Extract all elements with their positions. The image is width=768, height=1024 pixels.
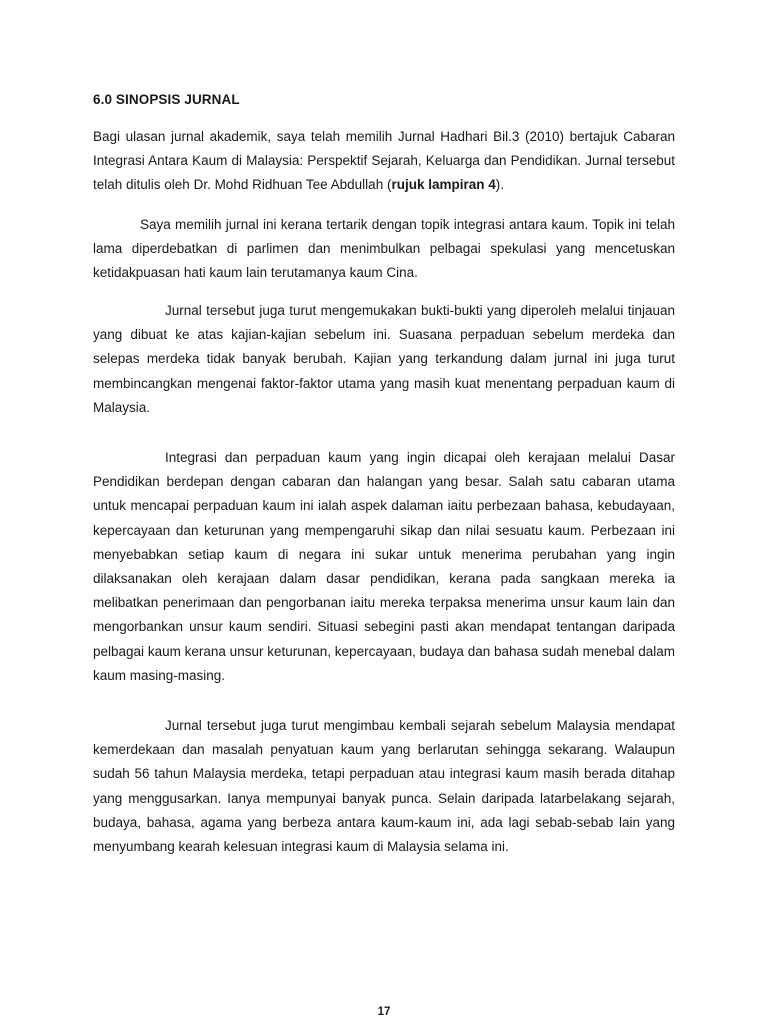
appendix-reference: rujuk lampiran 4	[391, 177, 496, 193]
page-number: 17	[377, 1006, 391, 1018]
paragraph-intro-end: ).	[495, 177, 504, 193]
paragraph-challenges: Integrasi dan perpaduan kaum yang ingin dicapai oleh kerajaan melalui Dasar Pendidikan berdepan dengan cabaran dan halangan yang besar. Salah satu cabaran utama untuk mencapai perpaduan kaum ini ialah aspek dalaman iaitu perbezaan bahasa, kebudayaan, kepercayaan dan keturunan yang mempengaruhi sikap dan nilai sesuatu kaum. Perbezaan ini menyebabkan setiap kaum di negara ini sukar untuk menerima perubahan yang ingin dilaksanakan oleh kerajaan dalam dasar pendidikan, kerana pada sangkaan mereka ia melibatkan penerimaan dan pengorbanan iaitu mereka terpaksa menerima unsur kaum lain dan mengorbankan unsur kaum sendiri. Situasi sebegini pasti akan mendapat tentangan daripada pelbagai kaum kerana unsur keturunan, kepercayaan, budaya dan bahasa sudah menebal dalam kaum masing-masing.	[93, 450, 675, 683]
paragraph-evidence: Jurnal tersebut juga turut mengemukakan bukti-bukti yang diperoleh melalui tinjauan yang dibuat ke atas kajian-kajian sebelum ini. Suasana perpaduan sebelum merdeka dan selepas merdeka tidak banyak berubah. Kajian yang terkandung dalam jurnal ini juga turut membincangkan mengenai faktor-faktor utama yang masih kuat menentang perpaduan kaum di Malaysia.	[93, 303, 675, 415]
paragraph-reason: Saya memilih jurnal ini kerana tertarik dengan topik integrasi antara kaum. Topik ini telah lama diperdebatkan di parlimen dan menimbulkan pelbagai spekulasi yang mencetuskan ketidakpuasan hati kaum lain terutamanya kaum Cina.	[93, 217, 675, 281]
paragraph-intro-text: Bagi ulasan jurnal akademik, saya telah memilih Jurnal Hadhari Bil.3 (2010) bertajuk Cabaran Integrasi Antara Kaum di Malaysia: Perspektif Sejarah, Keluarga dan Pendidikan. Jurnal tersebut telah ditulis oleh Dr. Mohd Ridhuan Tee Abdullah (	[93, 129, 675, 193]
section-heading: 6.0 SINOPSIS JURNAL	[93, 92, 240, 107]
paragraph-intro	[93, 125, 675, 198]
paragraph-history: Jurnal tersebut juga turut mengimbau kembali sejarah sebelum Malaysia mendapat kemerdekaan dan masalah penyatuan kaum yang berlarutan sehingga sekarang. Walaupun sudah 56 tahun Malaysia merdeka, tetapi perpaduan atau integrasi kaum masih berada ditahap yang menggusarkan. Ianya mempunyai banyak punca. Selain daripada latarbelakang sejarah, budaya, bahasa, agama yang berbeza antara kaum-kaum ini, ada lagi sebab-sebab lain yang menyumbang kearah kelesuan integrasi kaum di Malaysia selama ini.	[93, 718, 675, 855]
